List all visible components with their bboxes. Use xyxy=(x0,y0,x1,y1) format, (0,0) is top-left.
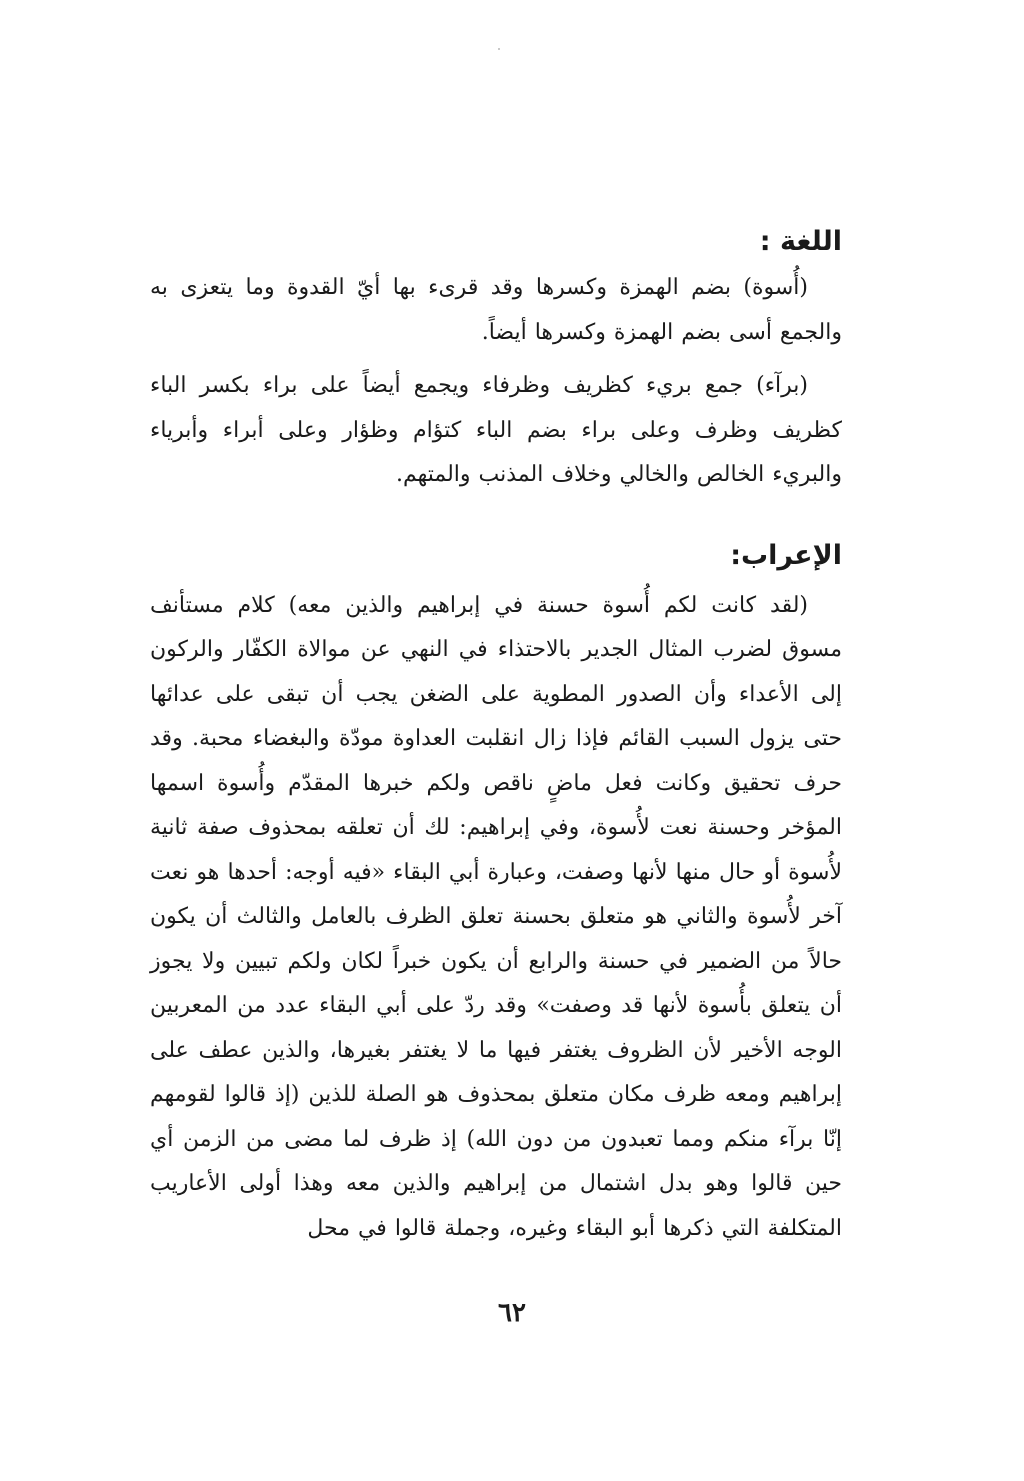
lugha-paragraph-oswa: (أُسوة) بضم الهمزة وكسرها وقد قرىء بها أيّ القدوة وما يتعزى به والجمع أسى بضم الهمزة وكسرها أيضاً. xyxy=(150,275,842,345)
lugha-section xyxy=(150,266,842,498)
irab-paragraph: (لقد كانت لكم أُسوة حسنة في إبراهيم والذين معه) كلام مستأنف مسوق لضرب المثال الجدير بالاحتذاء في النهي عن موالاة الكفّار والركون إلى الأعداء وأن الصدور المطوية على الضغن يجب أن تبقى على عدائها حتى يزول السبب القائم فإذا زال انقلبت العداوة مودّة والبغضاء محبة. وقد حرف تحقيق وكانت فعل ماضٍ ناقص ولكم خبرها المقدّم وأُسوة اسمها المؤخر وحسنة نعت لأُسوة، وفي إبراهيم: لك أن تعلقه بمحذوف صفة ثانية لأُسوة أو حال منها لأنها وصفت، وعبارة أبي البقاء «فيه أوجه: أحدها هو نعت آخر لأُسوة والثاني هو متعلق بحسنة تعلق الظرف بالعامل والثالث أن يكون حالاً من الضمير في حسنة والرابع أن يكون خبراً لكان ولكم تبيين ولا يجوز أن يتعلق بأُسوة لأنها قد وصفت» وقد ردّ على أبي البقاء عدد من المعربين الوجه الأخير لأن الظروف يغتفر فيها ما لا يغتفر بغيرها، والذين عطف على إبراهيم ومعه ظرف مكان متعلق بمحذوف هو الصلة للذين (إذ قالوا لقومهم إنّا برآء منكم ومما تعبدون من دون الله) إذ ظرف لما مضى من الزمن أي حين قالوا وهو بدل اشتمال من إبراهيم والذين معه وهذا أولى الأعاريب المتكلفة التي ذكرها أبو البقاء وغيره، وجملة قالوا في محل xyxy=(150,592,842,1241)
section-heading-irab: الإعراب: xyxy=(730,539,842,571)
page-body xyxy=(150,218,842,1251)
page-number: ٦٢ xyxy=(498,1298,526,1328)
scan-speck xyxy=(498,48,500,50)
section-heading-lugha: اللغة : xyxy=(759,226,842,257)
lugha-paragraph-bura: (برآء) جمع بريء كظريف وظرفاء ويجمع أيضاً على براء بكسر الباء كظريف وظرف وعلى براء بضم الباء كتؤام وظؤار وعلى أبراء وأبرياء والبريء الخالص والخالي وخلاف المذنب والمتهم. xyxy=(150,373,842,487)
